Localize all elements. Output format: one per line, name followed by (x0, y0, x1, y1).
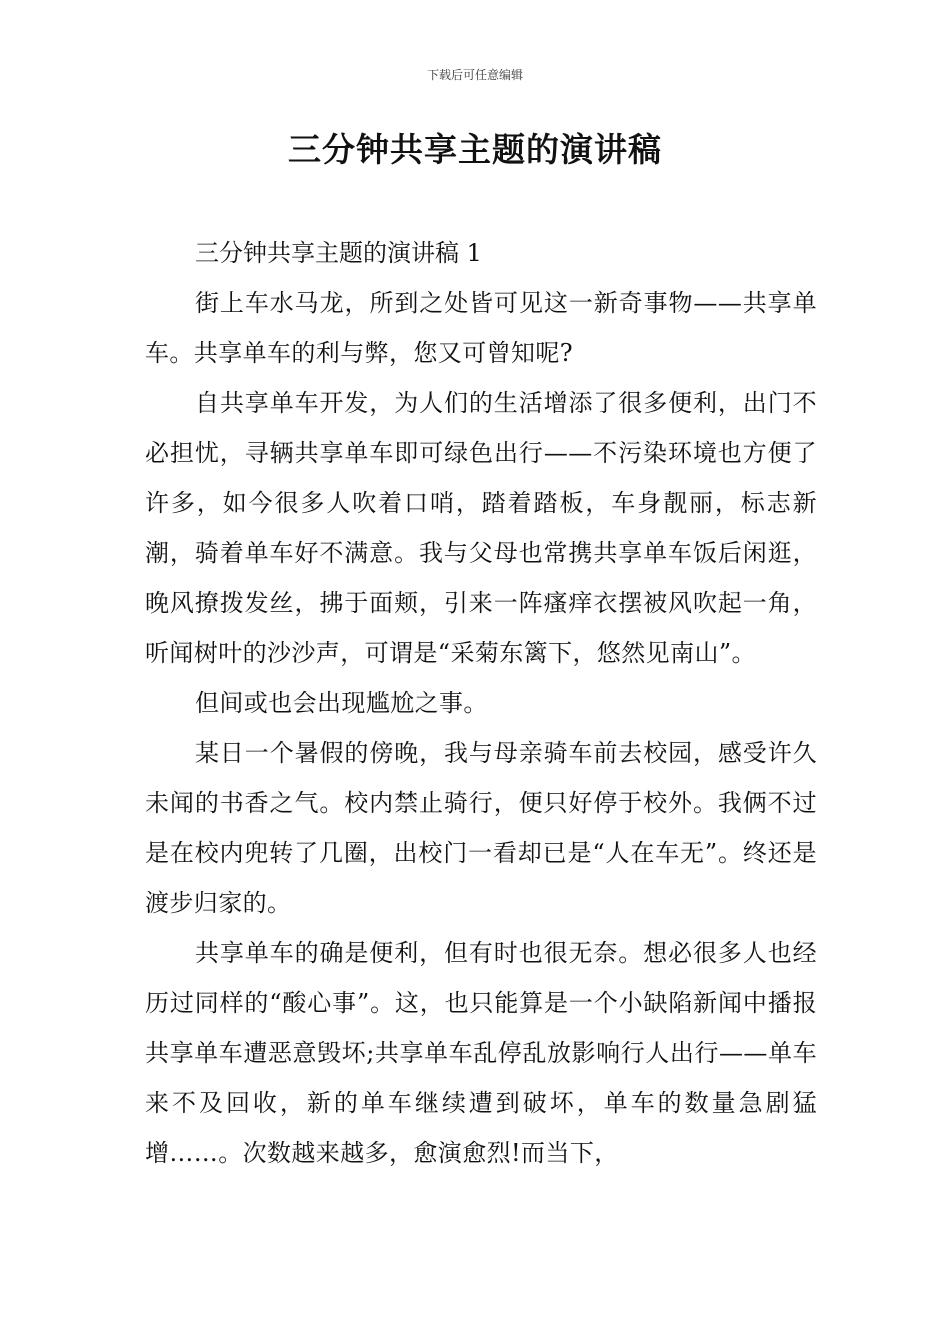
document-body (145, 228, 817, 1178)
paragraph-5: 共享单车的确是便利，但有时也很无奈。想必很多人也经历过同样的“酸心事”。这，也只能算是一个小缺陷新闻中播报共享单车遭恶意毁坏;共享单车乱停乱放影响行人出行——单车来不及回收，新的单车继续遭到破坏，单车的数量急剧猛增……。次数越来越多，愈演愈烈!而当下， (145, 939, 817, 1167)
paragraph-4: 某日一个暑假的傍晚，我与母亲骑车前去校园，感受许久未闻的书香之气。校内禁止骑行，便只好停于校外。我俩不过是在校内兜转了几圈，出校门一看却已是“人在车无”。终还是渡步归家的。 (145, 739, 817, 917)
paragraph-2: 自共享单车开发，为人们的生活增添了很多便利，出门不必担忧，寻辆共享单车即可绿色出行——不污染环境也方便了许多，如今很多人吹着口哨，踏着踏板，车身靓丽，标志新潮，骑着单车好不满意。我与父母也常携共享单车饭后闲逛，晚风撩拨发丝，拂于面颊，引来一阵瘙痒衣摆被风吹起一角，听闻树叶的沙沙声，可谓是“采菊东篱下，悠然见南山”。 (145, 389, 817, 667)
paragraph-1: 街上车水马龙，所到之处皆可见这一新奇事物——共享单车。共享单车的利与弊，您又可曾知呢? (145, 289, 817, 367)
document-title: 三分钟共享主题的演讲稿 (288, 130, 662, 169)
paragraph-3: 但间或也会出现尴尬之事。 (195, 689, 488, 717)
header-note: 下载后可任意编辑 (426, 68, 523, 82)
section-subtitle: 三分钟共享主题的演讲稿 1 (195, 239, 482, 267)
